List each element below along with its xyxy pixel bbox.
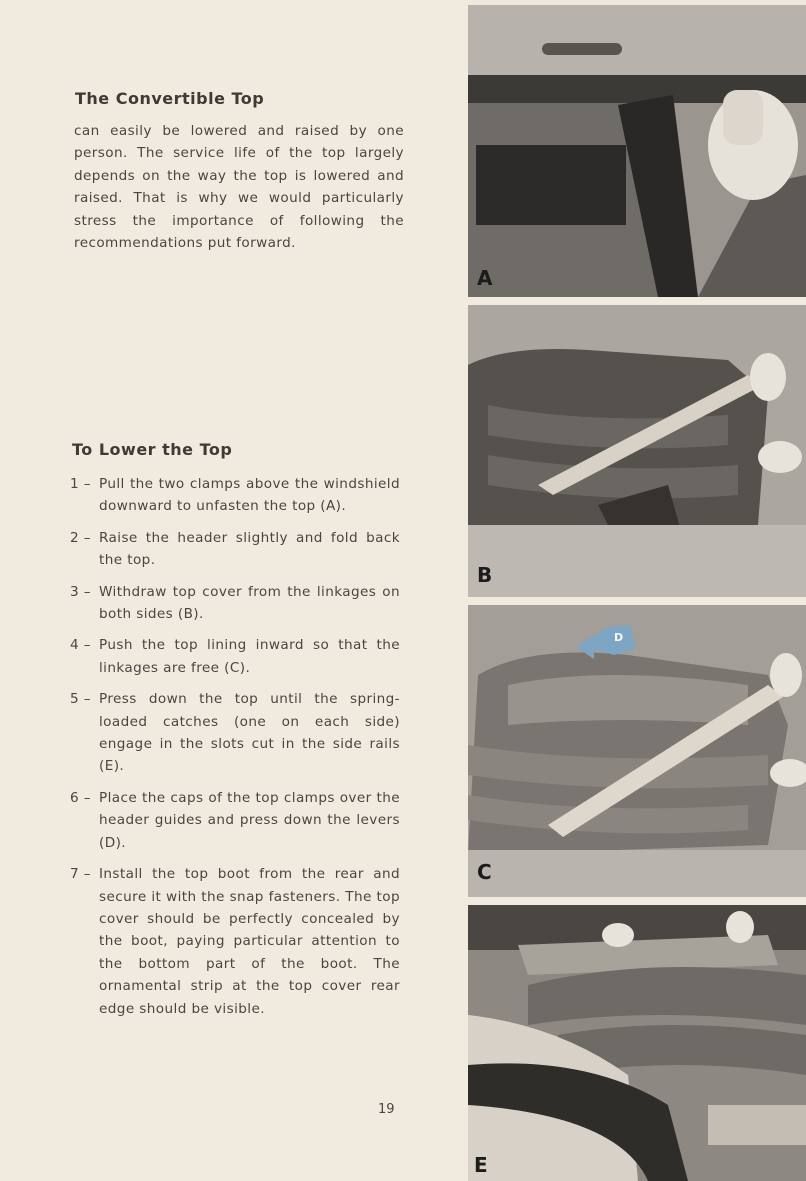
step-text: Install the top boot from the rear and secure it with the snap fasteners. The top cover should be perfectly concealed by the boot, paying particular attention to the bottom part of the boot. The ornamental strip at the top cover rear edge should be visible. xyxy=(99,866,400,1017)
step-text: Place the caps of the top clamps over the header guides and press down the levers (D). xyxy=(99,789,400,851)
step-number: 5 – xyxy=(70,691,91,708)
step-item xyxy=(70,863,400,1020)
step-text: Pull the two clamps above the windshield downward to unfasten the top (A). xyxy=(99,476,400,515)
step-item xyxy=(70,527,400,572)
step-number: 7 – xyxy=(70,866,91,883)
heading-lower-top: To Lower the Top xyxy=(72,440,233,459)
step-text: Raise the header slightly and fold back the top. xyxy=(99,529,400,569)
photo-c xyxy=(468,605,806,897)
photo-e-illustration xyxy=(468,905,806,1181)
step-item xyxy=(70,634,400,679)
step-number: 6 – xyxy=(70,789,91,806)
photo-divider xyxy=(468,297,806,305)
photo-label-a: A xyxy=(477,266,493,290)
photo-a xyxy=(468,5,806,297)
step-item xyxy=(70,581,400,626)
step-text: Withdraw top cover from the linkages on both sides (B). xyxy=(99,583,400,623)
step-text: Press down the top until the spring-loaded catches (one on each side) engage in the slots cut in the side rails (E). xyxy=(99,691,400,775)
steps-list xyxy=(70,473,400,1029)
step-text: Push the top lining inward so that the linkages are free (C). xyxy=(99,637,400,676)
photo-divider xyxy=(468,897,806,905)
photo-a-illustration xyxy=(468,5,806,297)
step-number: 3 – xyxy=(70,583,91,600)
photo-divider xyxy=(468,597,806,605)
photo-b-illustration xyxy=(468,305,806,597)
photo-label-b: B xyxy=(477,563,493,587)
step-number: 4 – xyxy=(70,637,91,654)
photo-label-e: E xyxy=(474,1153,488,1177)
step-number: 1 – xyxy=(70,476,91,492)
step-item xyxy=(70,787,400,854)
intro-paragraph: can easily be lowered and raised by one person. The service life of the top largely depends on the way the top is lowered and raised. That is why we would particularly stress the importance of following the recommendations put forward. xyxy=(74,123,404,252)
callout-d-label: D xyxy=(614,631,624,644)
heading-convertible-top: The Convertible Top xyxy=(75,89,265,108)
photo-label-c: C xyxy=(477,860,492,884)
step-item xyxy=(70,473,400,518)
page-number: 19 xyxy=(378,1102,395,1117)
photo-e xyxy=(468,905,806,1181)
step-number: 2 – xyxy=(70,529,91,546)
photo-c-illustration xyxy=(468,605,806,897)
photo-b xyxy=(468,305,806,597)
step-item xyxy=(70,688,400,778)
